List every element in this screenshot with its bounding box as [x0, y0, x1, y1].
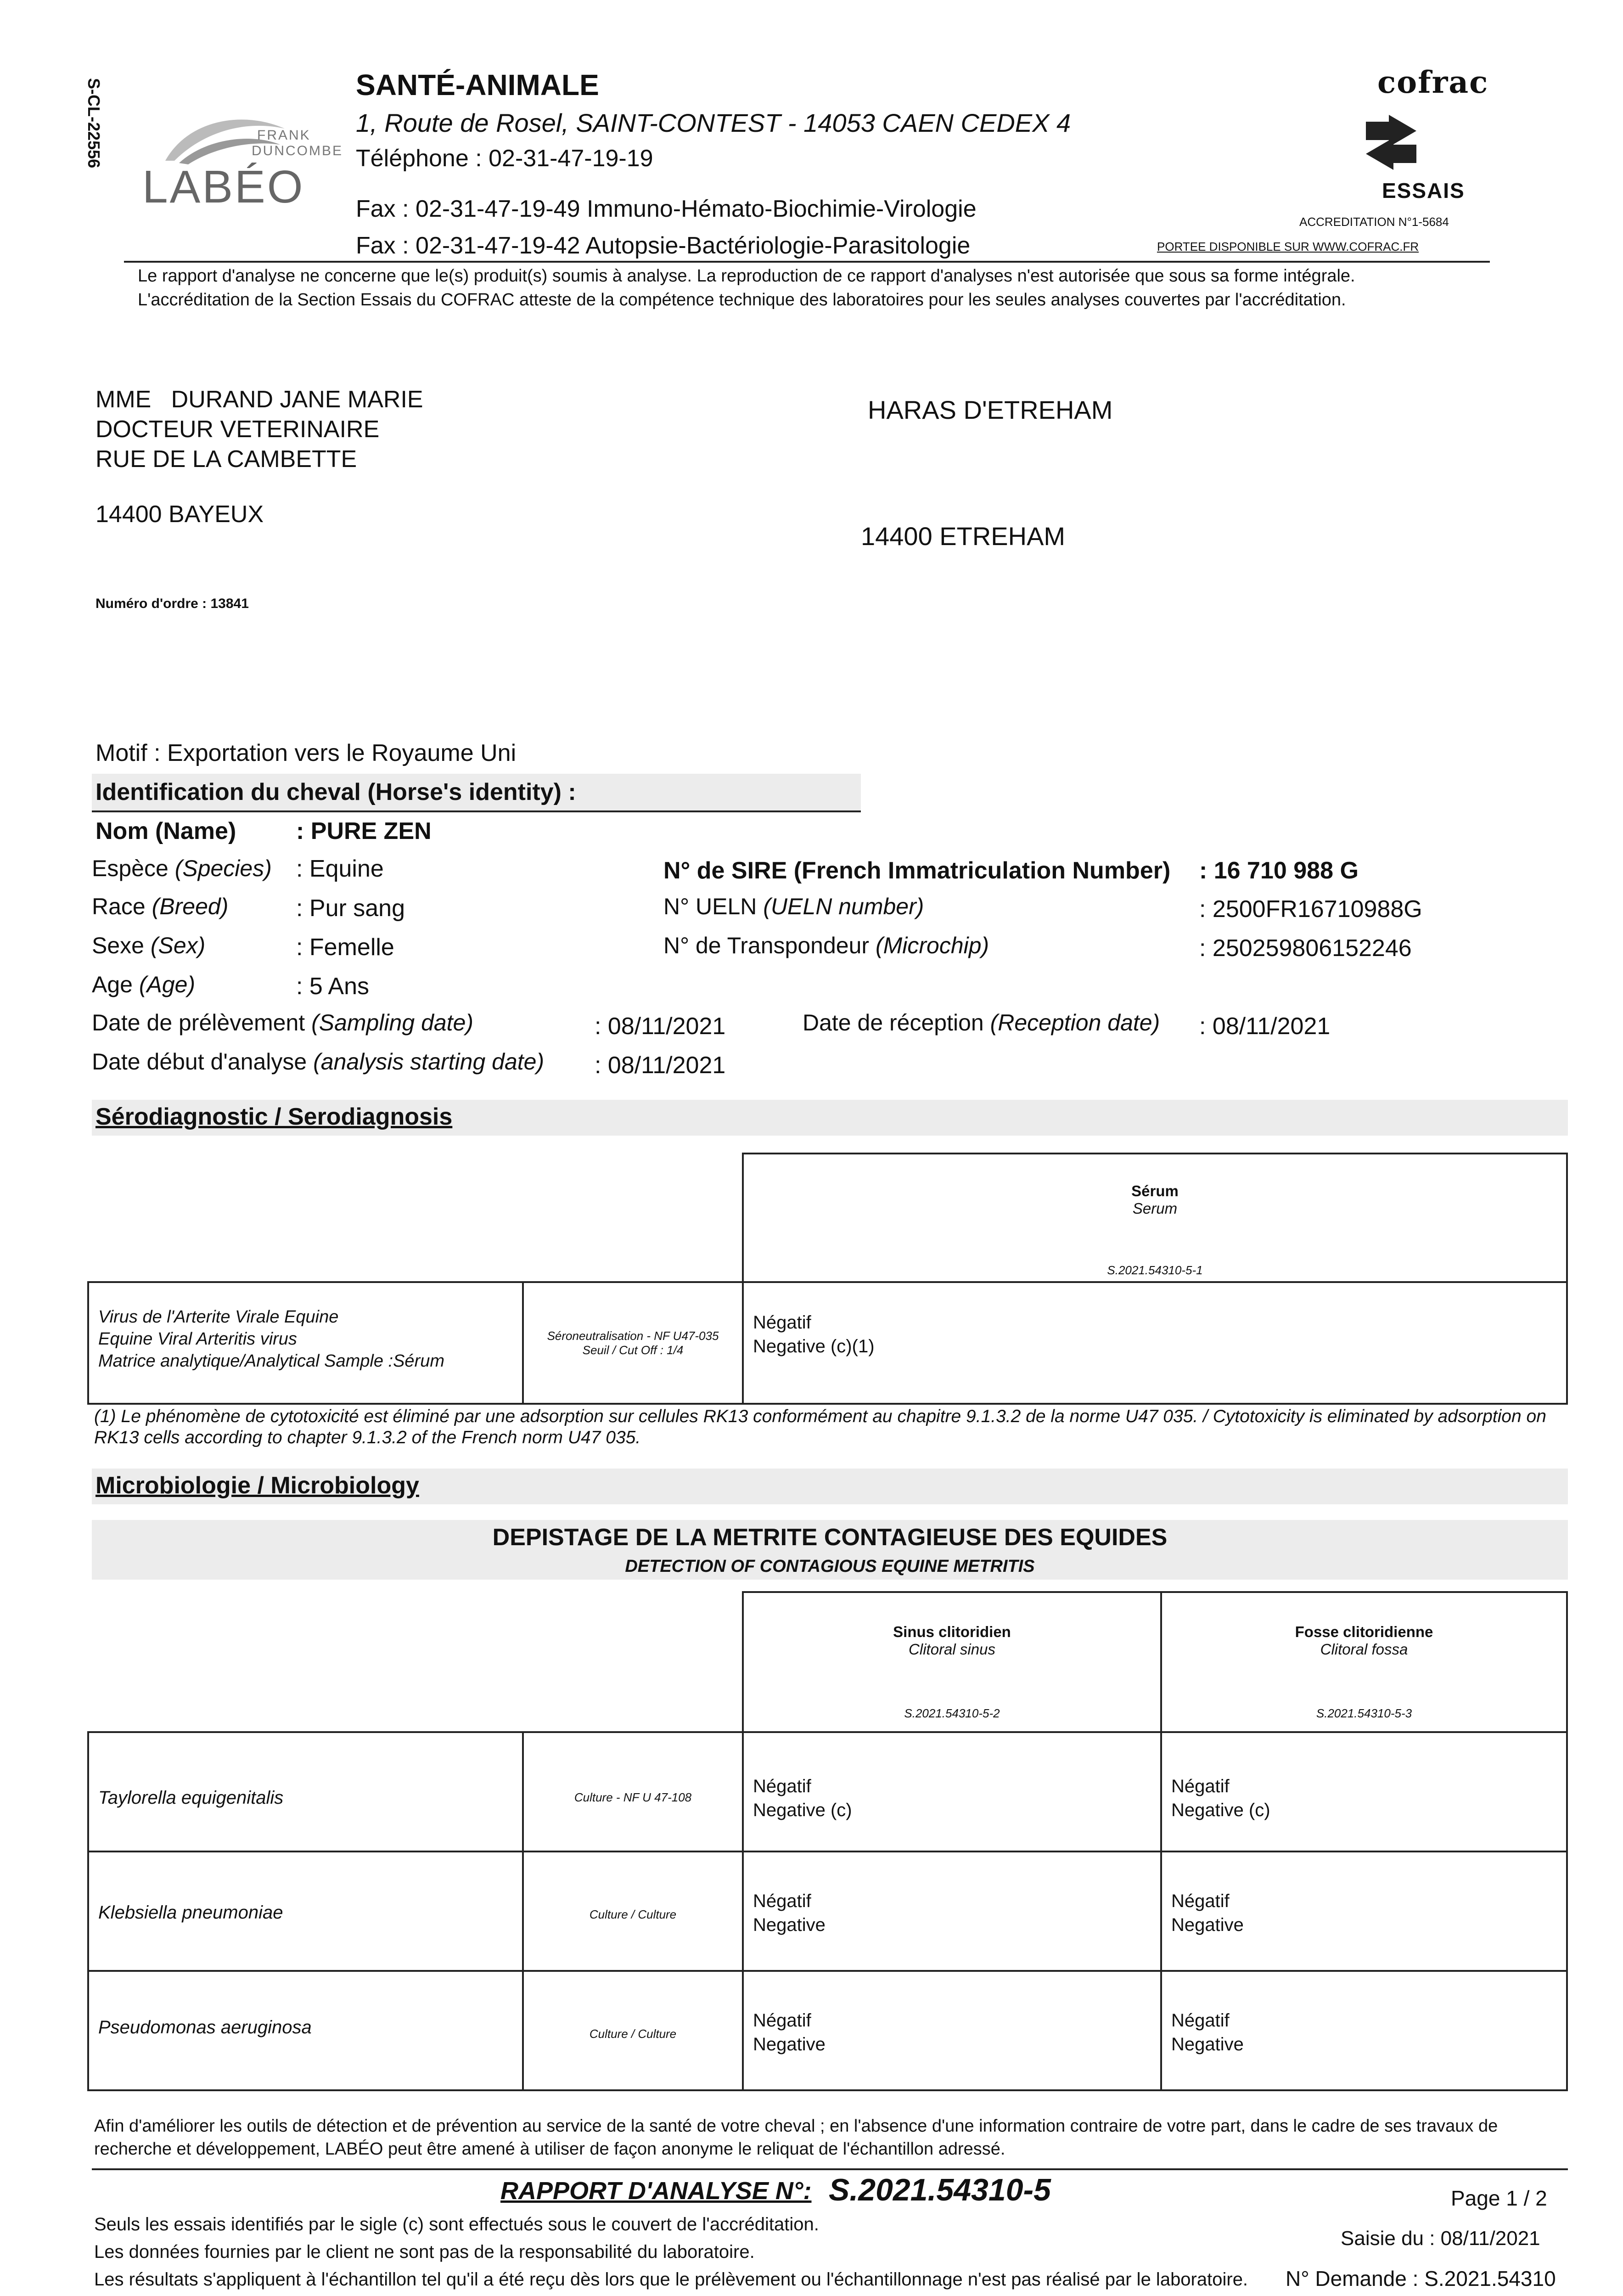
- serodiag-footnote: (1) Le phénomène de cytotoxicité est éliminé par une adsorption sur cellules RK13 conformément au chapitre 9.1.3.2 de la norme U47 035. / Cytotoxicity is eliminated by adsorption on RK13 cells according to chapter 9.1.3.2 of the French norm U47 035.: [94, 1407, 1546, 1447]
- micro-analyte-cell: Klebsiella pneumoniae: [88, 1851, 523, 1971]
- micro-column-header-1: Sinus clitoridien Clitoral sinus S.2021.54310-5-2: [743, 1592, 1161, 1732]
- identity-heading-rule: [92, 810, 861, 812]
- micro-method-cell: Culture / Culture: [523, 1971, 743, 2090]
- page-number: Page 1 / 2: [1451, 2186, 1547, 2210]
- serodiag-column-header: Sérum Serum S.2021.54310-5-1: [743, 1154, 1567, 1282]
- header-rule: [124, 261, 1490, 263]
- cofrac-accreditation: ACCREDITATION N°1-5684: [1299, 215, 1449, 229]
- org-fax-1: Fax : 02-31-47-19-49 Immuno-Hémato-Biochimie-Virologie: [356, 196, 977, 222]
- microchip-value: : 250259806152246: [1199, 935, 1412, 962]
- horse-name-label: Nom (Name): [95, 818, 236, 844]
- micro-result-cell: Négatif Negative: [1161, 1971, 1567, 2090]
- breed-value: : Pur sang: [296, 895, 405, 922]
- addressee-name: MME DURAND JANE MARIE: [95, 386, 423, 413]
- report-number: S.2021.54310-5: [829, 2172, 1051, 2207]
- micro-empty-cell: [88, 1592, 523, 1732]
- org-address: 1, Route de Rosel, SAINT-CONTEST - 14053 CAEN CEDEX 4: [356, 108, 1071, 137]
- micro-subtitle: DETECTION OF CONTAGIOUS EQUINE METRITIS: [625, 1557, 1035, 1576]
- breed-label: Race (Breed): [92, 894, 229, 919]
- serodiag-heading: Sérodiagnostic / Serodiagnosis: [95, 1103, 453, 1130]
- micro-row: [88, 1971, 1567, 2090]
- report-number-label: RAPPORT D'ANALYSE N°:: [500, 2177, 812, 2205]
- analysis-start-label: Date début d'analyse (analysis starting date): [92, 1049, 545, 1075]
- age-value: : 5 Ans: [296, 973, 369, 1000]
- addressee-block: [95, 385, 423, 474]
- micro-row: [88, 1732, 1567, 1851]
- footer-note-2: Les données fournies par le client ne sont pas de la responsabilité du laboratoire.: [94, 2242, 755, 2262]
- species-label: Espèce (Species): [92, 855, 272, 881]
- request-number: N° Demande : S.2021.54310: [1281, 2266, 1556, 2291]
- cofrac-brand: cofrac: [1377, 64, 1489, 100]
- micro-result-cell: Négatif Negative: [743, 1971, 1161, 2090]
- footer-note-3: Les résultats s'appliquent à l'échantillon tel qu'il a été reçu dès lors que le prélèvement ou l'échantillonnage n'est pas réalisé par le laboratoire.: [94, 2269, 1248, 2290]
- addressee-street: RUE DE LA CAMBETTE: [95, 446, 357, 473]
- owner-name: HARAS D'ETREHAM: [868, 395, 1113, 424]
- sire-label: N° de SIRE (French Immatriculation Number): [663, 857, 1171, 884]
- micro-result-cell: Négatif Negative: [1161, 1851, 1567, 1971]
- addressee-city: 14400 BAYEUX: [95, 501, 264, 528]
- micro-table: [87, 1591, 1568, 2091]
- disclaimer-1: Le rapport d'analyse ne concerne que le(s) produit(s) soumis à analyse. La reproduction de ce rapport d'analyses n'est autorisée que sous sa forme intégrale.: [138, 266, 1355, 286]
- serodiag-result-cell: Négatif Negative (c)(1): [743, 1282, 1567, 1404]
- saisie-date: Saisie du : 08/11/2021: [1341, 2227, 1540, 2250]
- reception-date-value: : 08/11/2021: [1199, 1013, 1331, 1040]
- micro-row: [88, 1851, 1567, 1971]
- order-number: Numéro d'ordre : 13841: [95, 596, 249, 611]
- sampling-date-label: Date de prélèvement (Sampling date): [92, 1010, 474, 1035]
- micro-result-cell: Négatif Negative (c): [1161, 1732, 1567, 1851]
- micro-method-cell: Culture / Culture: [523, 1851, 743, 1971]
- footer-note-1: Seuls les essais identifiés par le sigle (c) sont effectués sous le couvert de l'accréditation.: [94, 2214, 819, 2234]
- motif: Motif : Exportation vers le Royaume Uni: [95, 740, 517, 766]
- identity-heading: Identification du cheval (Horse's identity) :: [95, 779, 576, 805]
- horse-name-value: : PURE ZEN: [296, 818, 432, 844]
- cofrac-portee-link[interactable]: PORTEE DISPONIBLE SUR WWW.COFRAC.FR: [1157, 240, 1419, 253]
- side-document-code: S-CL-22556: [84, 78, 103, 169]
- reception-date-label: Date de réception (Reception date): [803, 1010, 1160, 1035]
- cofrac-emblem-icon: [1361, 113, 1421, 172]
- serodiag-analyte-cell: Virus de l'Arterite Virale Equine Equine Viral Arteritis virus Matrice analytique/Analytical Sample :Sérum: [88, 1282, 523, 1404]
- org-name: SANTÉ-ANIMALE: [356, 68, 599, 101]
- addressee-title: DOCTEUR VETERINAIRE: [95, 416, 380, 443]
- analysis-start-value: : 08/11/2021: [595, 1052, 726, 1079]
- micro-result-cell: Négatif Negative: [743, 1851, 1161, 1971]
- species-value: : Equine: [296, 855, 384, 882]
- serodiag-empty-cell: [523, 1154, 743, 1282]
- cofrac-essais: ESSAIS: [1382, 179, 1465, 203]
- labeo-logo: FRANK DUNCOMBE LABÉO: [138, 101, 340, 220]
- org-fax-2: Fax : 02-31-47-19-42 Autopsie-Bactériologie-Parasitologie: [356, 232, 971, 259]
- serodiag-table: [87, 1153, 1568, 1405]
- ueln-label: N° UELN (UELN number): [663, 894, 924, 919]
- micro-method-cell: Culture - NF U 47-108: [523, 1732, 743, 1851]
- microchip-label: N° de Transpondeur (Microchip): [663, 933, 989, 958]
- research-notice: Afin d'améliorer les outils de détection et de prévention au service de la santé de votre cheval ; en l'absence d'une information contraire de votre part, dans le cadre de ses travaux de recherche et développement, LABÉO peut être amené à utiliser de façon anonyme le reliquat de l'échantillon adressé.: [94, 2116, 1498, 2159]
- sampling-date-value: : 08/11/2021: [595, 1013, 726, 1040]
- disclaimer-2: L'accréditation de la Section Essais du COFRAC atteste de la compétence technique des laboratoires pour les seules analyses couvertes par l'accréditation.: [138, 290, 1346, 310]
- serodiag-empty-cell: [88, 1154, 523, 1282]
- ueln-value: : 2500FR16710988G: [1199, 896, 1422, 923]
- serodiag-method-cell: Séroneutralisation - NF U47-035 Seuil / Cut Off : 1/4: [523, 1282, 743, 1404]
- sire-value: : 16 710 988 G: [1199, 857, 1359, 884]
- micro-empty-cell: [523, 1592, 743, 1732]
- footer-rule: [92, 2168, 1568, 2170]
- micro-column-header-2: Fosse clitoridienne Clitoral fossa S.2021.54310-5-3: [1161, 1592, 1567, 1732]
- sex-label: Sexe (Sex): [92, 933, 206, 958]
- org-phone: Téléphone : 02-31-47-19-19: [356, 145, 653, 172]
- micro-result-cell: Négatif Negative (c): [743, 1732, 1161, 1851]
- sex-value: : Femelle: [296, 934, 394, 961]
- age-label: Age (Age): [92, 972, 196, 997]
- micro-heading: Microbiologie / Microbiology: [95, 1472, 419, 1499]
- owner-city: 14400 ETREHAM: [861, 522, 1066, 551]
- micro-analyte-cell: Taylorella equigenitalis: [88, 1732, 523, 1851]
- micro-analyte-cell: Pseudomonas aeruginosa: [88, 1971, 523, 2090]
- micro-title: DEPISTAGE DE LA METRITE CONTAGIEUSE DES EQUIDES: [492, 1524, 1168, 1551]
